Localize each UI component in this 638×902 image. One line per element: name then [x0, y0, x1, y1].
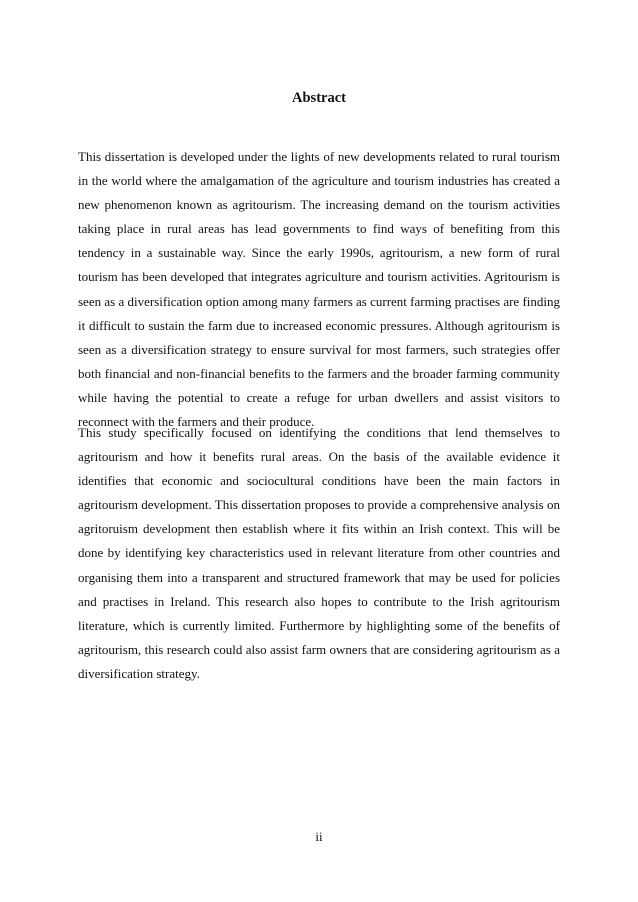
abstract-paragraph-2: This study specifically focused on identifying the conditions that lend themselves to agritourism and how it benefits rural areas. On the basis of the available evidence it identifies that economic and sociocultural conditions have been the main factors in agritourism development. This dissertation proposes to provide a comprehensive analysis on agritoruism development then establish where it fits within an Irish context. This will be done by identifying key characteristics used in relevant literature from other countries and organising them into a transparent and structured framework that may be used for policies and practises in Ireland. This research also hopes to contribute to the Irish agritourism literature, which is currently limited. Furthermore by highlighting some of the benefits of agritourism, this research could also assist farm owners that are considering agritourism as a diversification strategy.	[78, 425, 560, 681]
abstract-title: Abstract	[292, 90, 346, 106]
page-number: ii	[315, 829, 323, 844]
abstract-paragraph-1: This dissertation is developed under the lights of new developments related to rural tourism in the world where the amalgamation of the agriculture and tourism industries has created a new phenomenon known as agritourism. The increasing demand on the tourism activities taking place in rural areas has lead governments to find ways of benefiting from this tendency in a sustainable way. Since the early 1990s, agritourism, a new form of rural tourism has been developed that integrates agriculture and tourism activities. Agritourism is seen as a diversification option among many farmers as current farming practises are finding it difficult to sustain the farm due to increased economic pressures. Although agritourism is seen as a diversification strategy to ensure survival for most farmers, such strategies offer both financial and non-financial benefits to the farmers and the broader farming community while having the potential to create a refuge for urban dwellers and assist visitors to reconnect with the farmers and their produce.	[78, 149, 560, 430]
